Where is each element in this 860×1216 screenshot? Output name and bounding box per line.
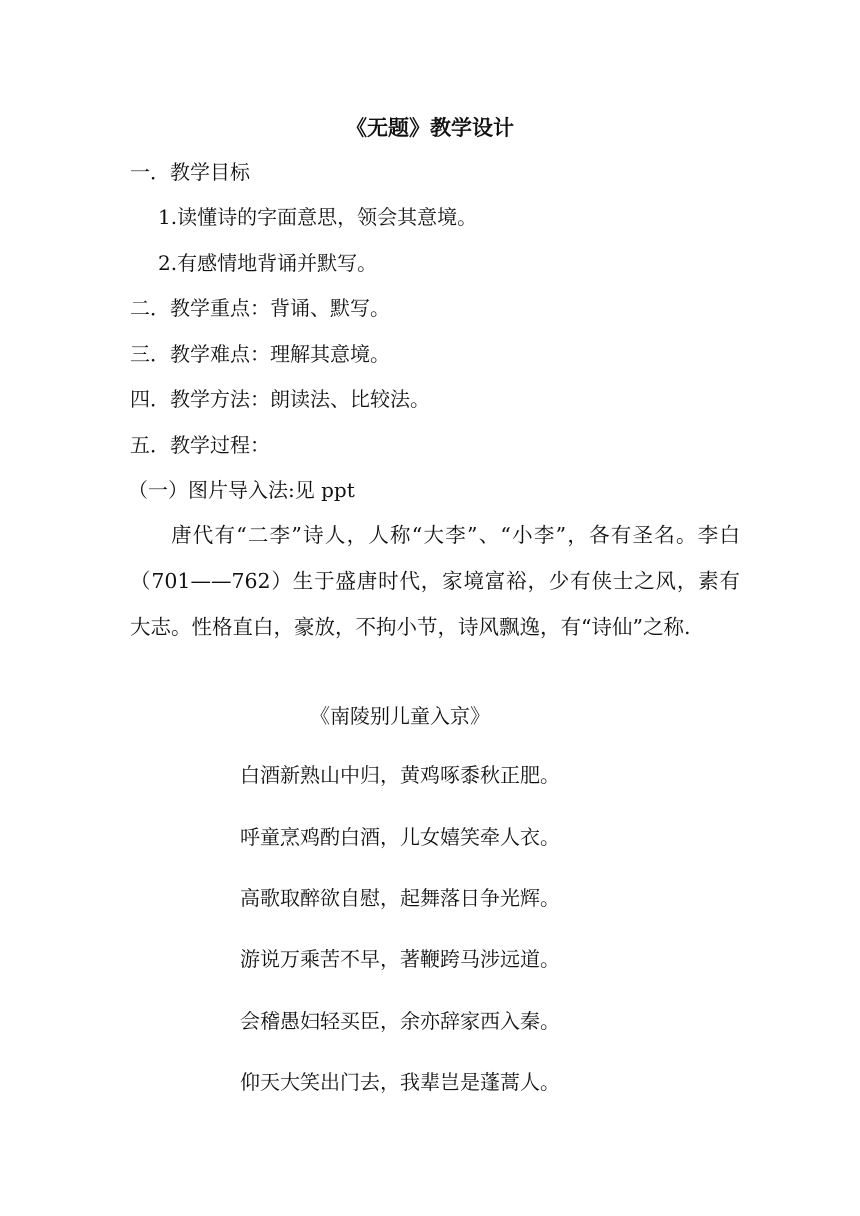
poem-line: 游说万乘苦不早，著鞭跨马涉远道。 xyxy=(240,947,560,971)
subsection-image-intro: （一）图片导入法:见 ppt xyxy=(128,478,355,502)
poem-line: 会稽愚妇轻买臣，余亦辞家西入秦。 xyxy=(240,1009,560,1033)
poem-line: 呼童烹鸡酌白酒，儿女嬉笑牵人衣。 xyxy=(240,825,560,849)
section-difficulties: 三．教学难点：理解其意境。 xyxy=(130,342,390,366)
poem-line: 高歌取醉欲自慰，起舞落日争光辉。 xyxy=(240,886,560,910)
section-methods: 四．教学方法：朗读法、比较法。 xyxy=(130,387,430,411)
section-key-points: 二．教学重点：背诵、默写。 xyxy=(130,296,390,320)
poem-title: 《南陵别儿童入京》 xyxy=(310,704,490,728)
poem-line: 仰天大笑出门去，我辈岂是蓬蒿人。 xyxy=(240,1070,560,1094)
poem-line: 白酒新熟山中归，黄鸡啄黍秋正肥。 xyxy=(240,763,560,787)
section-teaching-objectives: 一．教学目标 xyxy=(130,160,250,184)
objective-item-1: 1.读懂诗的字面意思，领会其意境。 xyxy=(158,205,478,229)
document-title: 《无题》教学设计 xyxy=(346,115,514,140)
objective-item-2: 2.有感情地背诵并默写。 xyxy=(158,251,378,275)
section-process: 五．教学过程： xyxy=(130,433,270,457)
intro-paragraph: 唐代有“二李”诗人，人称“大李”、“小李”，各有圣名。李白（701——762）生于盛唐时代，家境富裕，少有侠士之风，素有大志。性格直白，豪放，不拘小节，诗风飘逸，有“诗仙”之称. xyxy=(130,523,740,639)
